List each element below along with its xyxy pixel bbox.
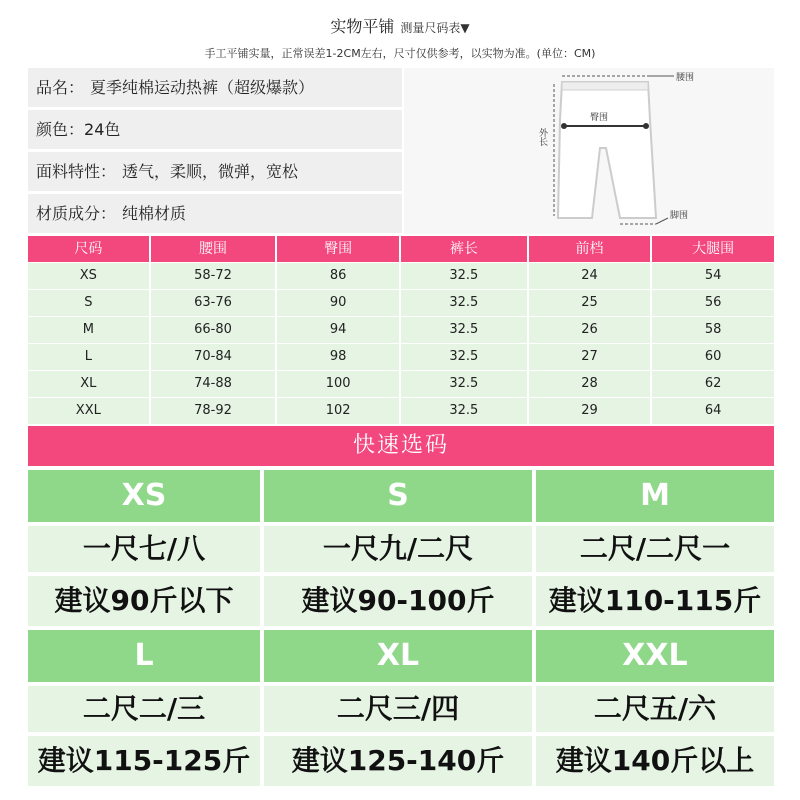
table-cell: L (28, 344, 149, 370)
page-subtitle: 测量尺码表▼ (400, 21, 470, 35)
table-cell: 62 (652, 371, 774, 397)
quick-size-label: S (264, 470, 532, 522)
table-cell: XXL (28, 398, 149, 424)
info-value: 纯棉材质 (122, 204, 187, 223)
table-cell: XL (28, 371, 149, 397)
hip-marker-left (561, 123, 567, 129)
info-row-material (28, 194, 402, 233)
quick-waist-range: 二尺五/六 (536, 686, 774, 732)
table-cell: 58 (652, 317, 774, 343)
info-value: 夏季纯棉运动热裤（超级爆款） (90, 78, 315, 97)
table-cell: 24 (529, 263, 651, 289)
info-value: 24色 (84, 120, 121, 139)
table-cell: 56 (652, 290, 774, 316)
info-label: 颜色： (36, 120, 85, 139)
quick-select-grid (28, 470, 774, 790)
table-cell: 70-84 (151, 344, 276, 370)
table-cell: 32.5 (401, 344, 527, 370)
quick-size-label: XXL (536, 630, 774, 682)
table-cell: 86 (277, 263, 399, 289)
quick-weight-suggestion: 建议110-115斤 (536, 576, 774, 626)
hip-marker-right (643, 123, 649, 129)
table-cell: 74-88 (151, 371, 276, 397)
table-cell: 27 (529, 344, 651, 370)
quick-weight-suggestion: 建议115-125斤 (28, 736, 260, 786)
table-row (28, 344, 774, 370)
table-cell: 32.5 (401, 263, 527, 289)
table-cell: 32.5 (401, 290, 527, 316)
hip-label: 臀围 (590, 113, 609, 123)
outer-length-label: 外长 (537, 128, 547, 146)
shorts-diagram-svg (404, 68, 774, 234)
table-cell: XS (28, 263, 149, 289)
table-row (28, 398, 774, 424)
product-info-rows (28, 68, 402, 234)
quick-size-label: L (28, 630, 260, 682)
table-row (28, 290, 774, 316)
hem-label: 脚围 (670, 211, 689, 221)
quick-waist-range: 二尺/二尺一 (536, 526, 774, 572)
hem-leader-line (656, 218, 668, 224)
table-cell: 29 (529, 398, 651, 424)
quick-weight-suggestion: 建议90-100斤 (264, 576, 532, 626)
quick-weight-suggestion: 建议125-140斤 (264, 736, 532, 786)
measurement-note: 手工平铺实量，正常误差1-2CM左右，尺寸仅供参考，以实物为准。(单位：CM) (204, 47, 596, 60)
table-cell: 78-92 (151, 398, 276, 424)
header-cell-waist: 腰围 (151, 236, 276, 262)
size-table-header (28, 236, 774, 262)
quick-size-label: XS (28, 470, 260, 522)
info-row-name (28, 68, 402, 107)
table-cell: 25 (529, 290, 651, 316)
table-cell: 32.5 (401, 398, 527, 424)
table-cell: 32.5 (401, 371, 527, 397)
header-cell-front-rise: 前档 (529, 236, 651, 262)
table-cell: 54 (652, 263, 774, 289)
table-row (28, 317, 774, 343)
table-cell: 32.5 (401, 317, 527, 343)
quick-size-label: M (536, 470, 774, 522)
quick-size-row (28, 630, 774, 682)
page-title: 实物平铺 (330, 17, 395, 36)
info-row-fabric (28, 152, 402, 191)
quick-weight-row (28, 736, 774, 786)
table-row (28, 263, 774, 289)
page-header (0, 0, 800, 68)
header-cell-thigh: 大腿围 (652, 236, 774, 262)
quick-waist-range: 二尺三/四 (264, 686, 532, 732)
quick-height-row (28, 526, 774, 572)
header-cell-size: 尺码 (28, 236, 149, 262)
waist-label: 腰围 (676, 73, 695, 83)
table-cell: S (28, 290, 149, 316)
table-cell: 100 (277, 371, 399, 397)
measurement-diagram (404, 68, 774, 234)
quick-height-row (28, 686, 774, 732)
table-cell: 98 (277, 344, 399, 370)
title-line (0, 14, 800, 37)
table-cell: 60 (652, 344, 774, 370)
outer-length-label-group (537, 127, 548, 147)
info-label: 面料特性： (36, 162, 117, 181)
table-cell: 94 (277, 317, 399, 343)
header-cell-length: 裤长 (401, 236, 527, 262)
table-cell: 102 (277, 398, 399, 424)
table-cell: 63-76 (151, 290, 276, 316)
quick-waist-range: 一尺九/二尺 (264, 526, 532, 572)
table-row (28, 371, 774, 397)
quick-weight-row (28, 576, 774, 626)
quick-weight-suggestion: 建议90斤以下 (28, 576, 260, 626)
quick-size-row (28, 470, 774, 522)
info-label: 材质成分： (36, 204, 117, 223)
quick-waist-range: 一尺七/八 (28, 526, 260, 572)
size-table (28, 236, 774, 425)
header-cell-hip: 臀围 (277, 236, 399, 262)
shorts-outline (558, 82, 656, 218)
info-row-color (28, 110, 402, 149)
quick-select-title: 快速选码 (28, 426, 774, 466)
table-cell: 26 (529, 317, 651, 343)
product-info (28, 68, 774, 234)
quick-size-label: XL (264, 630, 532, 682)
table-cell: 66-80 (151, 317, 276, 343)
table-cell: 90 (277, 290, 399, 316)
table-cell: 58-72 (151, 263, 276, 289)
table-cell: M (28, 317, 149, 343)
info-value: 透气，柔顺，微弹，宽松 (122, 162, 299, 181)
quick-weight-suggestion: 建议140斤以上 (536, 736, 774, 786)
info-label: 品名： (36, 78, 85, 97)
table-cell: 28 (529, 371, 651, 397)
quick-waist-range: 二尺二/三 (28, 686, 260, 732)
table-cell: 64 (652, 398, 774, 424)
